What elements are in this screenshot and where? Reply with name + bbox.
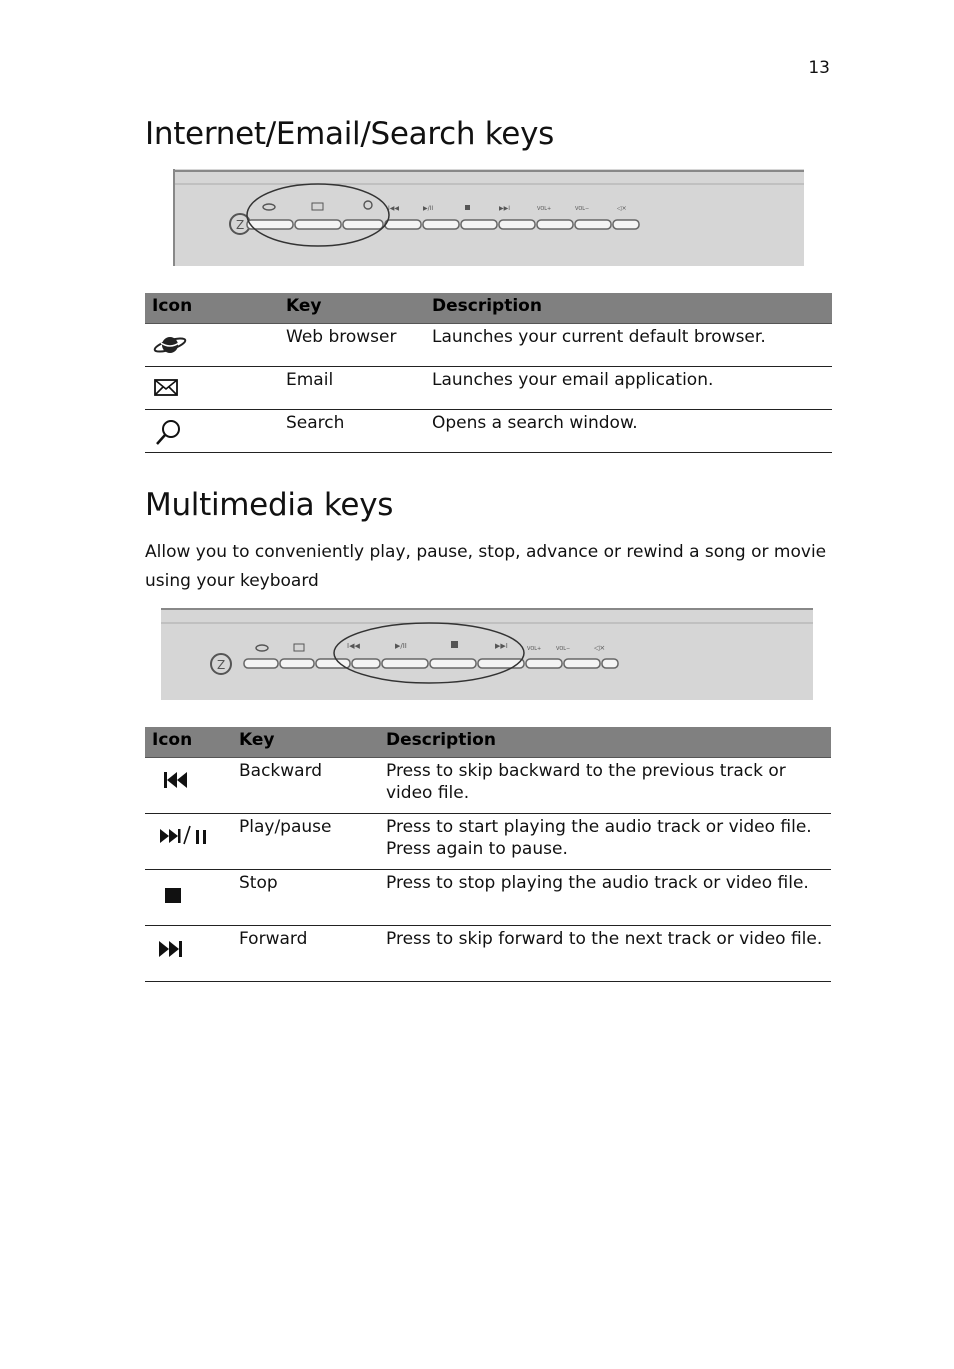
header-key: Key	[279, 293, 425, 323]
table-row	[145, 869, 831, 925]
description-line-2: Press again to pause.	[386, 838, 568, 859]
svg-text:I◀◀: I◀◀	[347, 642, 360, 650]
mute-icon: ◁×	[617, 205, 627, 212]
table-row	[145, 757, 831, 813]
table-row	[145, 925, 831, 981]
header-description: Description	[425, 293, 832, 323]
header-description: Description	[379, 727, 831, 757]
key-name: Search	[279, 409, 425, 452]
description-line-2: video file.	[386, 782, 470, 803]
svg-text:Z: Z	[217, 658, 226, 672]
keyboard-illustration-multimedia	[161, 608, 813, 700]
key-description: Press to skip forward to the next track or video file.	[379, 925, 831, 981]
stop-icon	[451, 641, 458, 648]
header-icon: Icon	[145, 727, 232, 757]
intro-text: Allow you to conveniently play, pause, stop, advance or rewind a song or movie using your keyboard	[145, 542, 827, 591]
keyboard-illustration-internet	[173, 169, 804, 266]
key-description: Press to stop playing the audio track or video file.	[379, 869, 831, 925]
key-name: Stop	[232, 869, 379, 925]
vol-up-label: VOL+	[527, 646, 542, 652]
internet-keys-table	[145, 293, 832, 453]
svg-text:▶▶I: ▶▶I	[495, 642, 508, 650]
stop-icon	[152, 878, 192, 908]
vol-down-label: VOL−	[556, 646, 571, 652]
magnifier-icon	[152, 418, 184, 448]
multimedia-keys-table	[145, 727, 831, 982]
key-description	[379, 757, 831, 813]
envelope-icon	[152, 375, 182, 399]
description-line-1: Press to start playing the audio track or video file.	[386, 816, 812, 837]
skip-forward-icon	[152, 934, 192, 964]
icon-cell	[145, 869, 232, 925]
key-name: Email	[279, 366, 425, 409]
key-name: Play/pause	[232, 813, 379, 869]
stop-icon	[465, 205, 470, 210]
play-pause-icon	[152, 822, 214, 850]
table-row	[145, 323, 832, 366]
mute-icon: ◁×	[594, 644, 606, 652]
icon-cell	[145, 366, 279, 409]
svg-text:▶/II: ▶/II	[395, 642, 407, 650]
header-icon: Icon	[145, 293, 279, 323]
icon-cell	[145, 323, 279, 366]
key-description	[379, 813, 831, 869]
table-header-row	[145, 293, 832, 323]
svg-text:▶/II: ▶/II	[423, 205, 434, 212]
svg-text:Z: Z	[236, 218, 245, 232]
page-number: 13	[808, 58, 830, 78]
table-row	[145, 366, 832, 409]
key-name: Web browser	[279, 323, 425, 366]
icon-cell	[145, 409, 279, 452]
icon-cell	[145, 757, 232, 813]
vol-down-label: VOL−	[575, 206, 590, 212]
vol-up-label: VOL+	[537, 206, 552, 212]
section-title-multimedia: Multimedia keys	[145, 487, 394, 523]
table-row	[145, 813, 831, 869]
skip-backward-icon	[152, 766, 192, 794]
svg-text:I◀◀: I◀◀	[388, 205, 399, 212]
key-name: Backward	[232, 757, 379, 813]
key-name: Forward	[232, 925, 379, 981]
section-title-internet: Internet/Email/Search keys	[145, 116, 554, 152]
key-description: Launches your email application.	[425, 366, 832, 409]
header-key: Key	[232, 727, 379, 757]
key-description: Launches your current default browser.	[425, 323, 832, 366]
description-line-1: Press to skip backward to the previous track or	[386, 760, 786, 781]
svg-text:▶▶I: ▶▶I	[499, 205, 510, 212]
table-header-row	[145, 727, 831, 757]
table-row	[145, 409, 832, 452]
icon-cell	[145, 925, 232, 981]
planet-browser-icon	[152, 332, 188, 358]
key-description: Opens a search window.	[425, 409, 832, 452]
icon-cell	[145, 813, 232, 869]
